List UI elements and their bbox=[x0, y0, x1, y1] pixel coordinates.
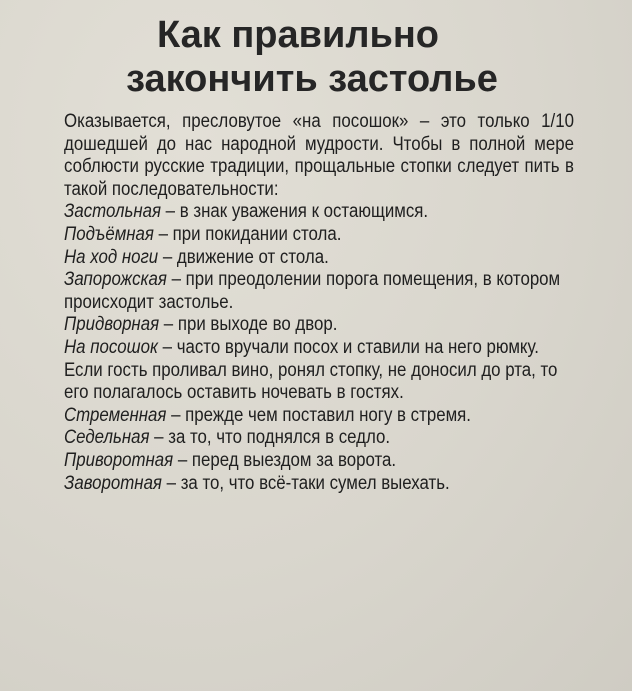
dash-separator: – bbox=[161, 200, 180, 223]
toast-description: движение от стола. bbox=[176, 245, 329, 268]
toast-description: при преодолении порога помещения, в котором происходит застолье. bbox=[64, 268, 561, 313]
dash-separator: – bbox=[166, 268, 186, 291]
dash-separator: – bbox=[159, 313, 178, 336]
toast-description: часто вручали посох и ставили на него рюмку. Если гость проливал вино, ронял стопку, не доносил до рта, то его полагалось оставить ночевать в гостях. bbox=[64, 335, 558, 404]
toast-entry bbox=[64, 336, 574, 404]
dash-separator: – bbox=[173, 448, 192, 471]
dash-separator: – bbox=[153, 222, 173, 245]
toast-entry bbox=[64, 200, 574, 223]
dash-separator: – bbox=[158, 245, 177, 268]
toast-list bbox=[64, 200, 574, 494]
toast-description: при покидании стола. bbox=[172, 222, 342, 245]
toast-entry bbox=[64, 426, 574, 449]
dash-separator: – bbox=[149, 426, 169, 449]
article-intro: Оказывается, пресловутое «на посошок» – это только 1/10 дошедшей до нас народной мудрости. Чтобы в полной мере соблюсти русские традиции, прощальные стопки следует пить в такой последовательности: bbox=[64, 110, 574, 200]
toast-description: за то, что всё-таки сумел выехать. bbox=[180, 471, 450, 494]
toast-entry bbox=[64, 472, 574, 495]
toast-description: за то, что поднялся в седло. bbox=[168, 426, 391, 449]
toast-name: На посошок bbox=[64, 335, 158, 358]
toast-description: перед выездом за ворота. bbox=[191, 448, 397, 471]
dash-separator: – bbox=[166, 403, 186, 426]
toast-description: прежде чем поставил ногу в стремя. bbox=[185, 403, 471, 426]
article-body bbox=[64, 110, 574, 494]
dash-separator: – bbox=[157, 335, 177, 358]
toast-entry bbox=[64, 223, 574, 246]
toast-name: Седельная bbox=[64, 426, 150, 449]
toast-name: Придворная bbox=[64, 313, 160, 336]
toast-entry bbox=[64, 246, 574, 269]
article-title-line-1: Как правильно bbox=[156, 14, 440, 56]
toast-entry bbox=[64, 449, 574, 472]
toast-name: На ход ноги bbox=[64, 245, 159, 268]
toast-entry bbox=[64, 313, 574, 336]
toast-name: Приворотная bbox=[64, 448, 174, 471]
toast-description: в знак уважения к остающимся. bbox=[179, 200, 429, 223]
toast-name: Подъёмная bbox=[64, 222, 154, 245]
dash-separator: – bbox=[161, 471, 181, 494]
toast-description: при выходе во двор. bbox=[177, 313, 338, 336]
article-title-line-2: закончить застолье bbox=[126, 58, 498, 100]
toast-name: Стременная bbox=[64, 403, 167, 426]
toast-name: Застольная bbox=[64, 200, 162, 223]
toast-entry bbox=[64, 404, 574, 427]
toast-entry bbox=[64, 268, 574, 313]
toast-name: Заворотная bbox=[64, 471, 162, 494]
toast-name: Запорожская bbox=[64, 268, 167, 291]
